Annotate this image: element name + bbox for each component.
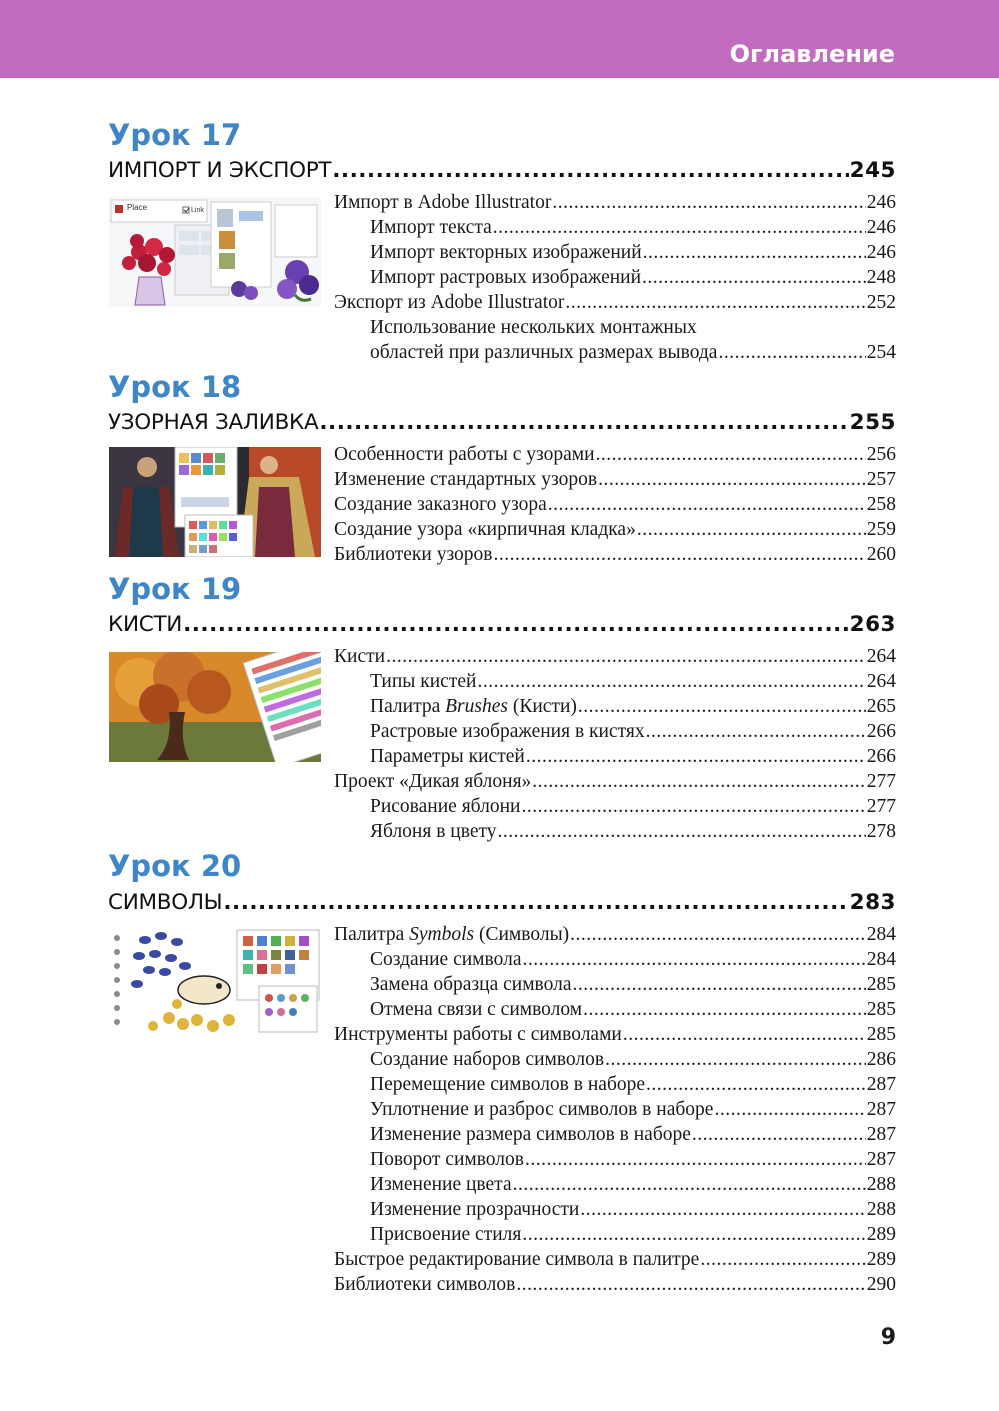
toc-subentry[interactable] <box>370 1197 896 1222</box>
toc-subentry[interactable] <box>370 669 896 694</box>
entry-title: Поворот символов <box>370 1149 524 1170</box>
entry-title: Импорт текста <box>370 217 492 238</box>
toc-entry[interactable] <box>334 467 896 492</box>
dot-leader <box>552 190 865 215</box>
entry-page: 289 <box>866 1224 896 1245</box>
lesson-heading: Урок 17 <box>108 118 242 152</box>
entry-title: Присвоение стиля <box>370 1224 522 1245</box>
entry-title-italic: Brushes <box>445 696 508 717</box>
toc-entry[interactable] <box>334 1247 896 1272</box>
entry-title: Параметры кистей <box>370 746 525 767</box>
lesson-thumbnail-brushes <box>109 652 321 762</box>
entry-title: Перемещение символов в наборе <box>370 1074 646 1095</box>
chapter-title: ИМПОРТ И ЭКСПОРТ <box>108 158 332 183</box>
entry-title: Растровые изображения в кистях <box>370 721 645 742</box>
entry-page: 277 <box>866 796 896 817</box>
lesson-thumbnail-patterns <box>109 447 321 557</box>
toc-subentry[interactable] <box>370 719 896 744</box>
chapter-title: КИСТИ <box>108 612 183 637</box>
entry-title: Изменение стандартных узоров <box>334 469 598 490</box>
dot-leader <box>623 1022 866 1047</box>
dot-leader <box>643 240 866 265</box>
chapter-page: 263 <box>849 612 896 637</box>
dot-leader <box>642 265 866 290</box>
chapter-page: 245 <box>849 158 896 183</box>
dot-leader <box>494 542 866 567</box>
entry-title-prefix: Палитра <box>334 924 410 945</box>
dot-leader <box>637 517 866 542</box>
chapter-link[interactable] <box>108 157 896 185</box>
entry-title-italic: Symbols <box>409 924 475 945</box>
toc-subentry[interactable] <box>370 947 896 972</box>
chapter-title: УЗОРНАЯ ЗАЛИВКА <box>108 410 319 435</box>
entry-title: Создание наборов символов <box>370 1049 605 1070</box>
entry-title: Инструменты работы с символами <box>334 1024 622 1045</box>
dot-leader <box>700 1247 865 1272</box>
entry-page: 264 <box>866 646 896 667</box>
dot-leader <box>386 644 866 669</box>
entry-page: 285 <box>866 999 896 1020</box>
dot-leader <box>526 744 866 769</box>
toc-subentry[interactable] <box>370 1147 896 1172</box>
entry-title-suffix: (Символы) <box>474 924 570 945</box>
toc-subentry[interactable] <box>370 972 896 997</box>
dot-leader <box>548 492 866 517</box>
toc-subentry[interactable] <box>370 1072 896 1097</box>
entry-page: 266 <box>866 721 896 742</box>
toc-entry[interactable] <box>334 1022 896 1047</box>
toc-subentry[interactable] <box>370 1097 896 1122</box>
dot-leader <box>525 1147 866 1172</box>
dot-leader <box>583 997 866 1022</box>
entry-page: 246 <box>866 192 896 213</box>
dot-leader <box>692 1122 866 1147</box>
dot-leader <box>497 819 865 844</box>
entry-page: 287 <box>866 1149 896 1170</box>
toc-entry[interactable] <box>334 1272 896 1297</box>
dot-leader <box>332 157 848 185</box>
page-number: 9 <box>880 1325 896 1350</box>
entry-page: 284 <box>866 924 896 945</box>
dot-leader <box>516 1272 865 1297</box>
entry-page: 258 <box>866 494 896 515</box>
entry-page: 265 <box>866 696 896 717</box>
entry-title: Импорт в Adobe Illustrator <box>334 192 552 213</box>
toc-subentry[interactable] <box>370 794 896 819</box>
page-header-band <box>0 0 999 78</box>
entry-page: 278 <box>866 821 896 842</box>
entry-page: 246 <box>866 217 896 238</box>
dot-leader <box>718 340 865 365</box>
toc-subentry[interactable] <box>370 340 896 365</box>
entry-title: Типы кистей <box>370 671 477 692</box>
entry-title: Проект «Дикая яблоня» <box>334 771 532 792</box>
toc-subentry[interactable] <box>370 240 896 265</box>
lesson-heading: Урок 19 <box>108 572 242 606</box>
chapter-title: СИМВОЛЫ <box>108 890 223 915</box>
entry-title: областей при различных размерах вывода <box>370 342 718 363</box>
entry-title: Создание узора «кирпичная кладка» <box>334 519 636 540</box>
toc-subentry[interactable] <box>370 1172 896 1197</box>
dot-leader <box>477 669 865 694</box>
toc-entry[interactable] <box>334 922 896 947</box>
entry-page: 256 <box>866 444 896 465</box>
chapter-page: 255 <box>849 410 896 435</box>
entry-title: Яблоня в цвету <box>370 821 497 842</box>
toc-subentry[interactable] <box>370 215 896 240</box>
entry-title: Отмена связи с символом <box>370 999 583 1020</box>
toc-entry[interactable] <box>334 542 896 567</box>
entry-page: 285 <box>866 1024 896 1045</box>
lesson-thumbnail-symbols <box>109 926 321 1036</box>
entry-title: Импорт растровых изображений <box>370 267 642 288</box>
entry-page: 289 <box>866 1249 896 1270</box>
dot-leader <box>521 794 865 819</box>
entry-page: 287 <box>866 1124 896 1145</box>
entry-title: Импорт векторных изображений <box>370 242 642 263</box>
dot-leader <box>596 442 866 467</box>
dot-leader <box>522 1222 865 1247</box>
dot-leader <box>714 1097 865 1122</box>
entry-title: Создание заказного узора <box>334 494 547 515</box>
chapter-page: 283 <box>849 890 896 915</box>
dot-leader <box>522 947 865 972</box>
lesson-thumbnail-import <box>109 197 321 307</box>
toc-entry[interactable] <box>334 290 896 315</box>
chapter-link[interactable] <box>108 409 896 437</box>
entry-title: Библиотеки узоров <box>334 544 493 565</box>
entry-page: 286 <box>866 1049 896 1070</box>
entry-title: Быстрое редактирование символа в палитре <box>334 1249 700 1270</box>
entry-page: 254 <box>866 342 896 363</box>
dot-leader <box>578 694 866 719</box>
entry-title: Изменение цвета <box>370 1174 512 1195</box>
entry-title: Библиотеки символов <box>334 1274 516 1295</box>
toc-entry[interactable] <box>334 492 896 517</box>
dot-leader <box>646 1072 866 1097</box>
entry-title: Создание символа <box>370 949 522 970</box>
entry-page: 287 <box>866 1074 896 1095</box>
entry-page: 287 <box>866 1099 896 1120</box>
entry-page: 259 <box>866 519 896 540</box>
toc-subentry[interactable] <box>370 1122 896 1147</box>
dot-leader <box>580 1197 865 1222</box>
entry-title: Уплотнение и разброс символов в наборе <box>370 1099 714 1120</box>
dot-leader <box>565 290 865 315</box>
dot-leader <box>183 611 849 639</box>
toc-entry[interactable] <box>334 442 896 467</box>
entry-page: 266 <box>866 746 896 767</box>
toc-subentry[interactable] <box>370 1222 896 1247</box>
entry-title-prefix: Палитра <box>370 696 446 717</box>
entry-page: 277 <box>866 771 896 792</box>
entry-page: 248 <box>866 267 896 288</box>
toc-subentry[interactable] <box>370 819 896 844</box>
entry-title: Изменение прозрачности <box>370 1199 580 1220</box>
entry-page: 257 <box>866 469 896 490</box>
dot-leader <box>605 1047 866 1072</box>
thumbnail-label-link: Link <box>191 207 204 214</box>
entry-title-suffix: (Кисти) <box>507 696 577 717</box>
lesson-heading: Урок 18 <box>108 370 242 404</box>
entry-page: 285 <box>866 974 896 995</box>
chapter-link[interactable] <box>108 611 896 639</box>
dot-leader <box>513 1172 866 1197</box>
toc-subentry[interactable] <box>370 1047 896 1072</box>
toc-entry[interactable] <box>334 190 896 215</box>
dot-leader <box>532 769 865 794</box>
entry-page: 288 <box>866 1174 896 1195</box>
entry-page: 264 <box>866 671 896 692</box>
entry-page: 284 <box>866 949 896 970</box>
entry-title: Кисти <box>334 646 386 667</box>
entry-page: 290 <box>866 1274 896 1295</box>
entry-page: 246 <box>866 242 896 263</box>
header-title: Оглавление <box>729 40 895 68</box>
toc-subentry[interactable] <box>370 265 896 290</box>
dot-leader <box>223 889 848 917</box>
thumbnail-label-place: Place <box>127 203 148 212</box>
toc-subentry[interactable] <box>370 744 896 769</box>
toc-entry[interactable] <box>334 769 896 794</box>
toc-subentry[interactable] <box>370 997 896 1022</box>
entry-title: Изменение размера символов в наборе <box>370 1124 691 1145</box>
dot-leader <box>570 922 866 947</box>
entry-title: Замена образца символа <box>370 974 572 995</box>
entry-title: Особенности работы с узорами <box>334 444 595 465</box>
dot-leader <box>598 467 866 492</box>
dot-leader <box>646 719 866 744</box>
dot-leader <box>493 215 866 240</box>
entry-title: Рисование яблони <box>370 796 521 817</box>
toc-entry[interactable] <box>334 517 896 542</box>
dot-leader <box>319 409 848 437</box>
dot-leader <box>573 972 866 997</box>
entry-page: 260 <box>866 544 896 565</box>
toc-entry[interactable] <box>334 644 896 669</box>
entry-page: 288 <box>866 1199 896 1220</box>
toc-subentry[interactable] <box>370 694 896 719</box>
chapter-link[interactable] <box>108 889 896 917</box>
entry-page: 252 <box>866 292 896 313</box>
lesson-heading: Урок 20 <box>108 849 242 883</box>
toc-subentry-line1: Использование нескольких монтажных <box>370 317 697 338</box>
entry-title: Экспорт из Adobe Illustrator <box>334 292 565 313</box>
